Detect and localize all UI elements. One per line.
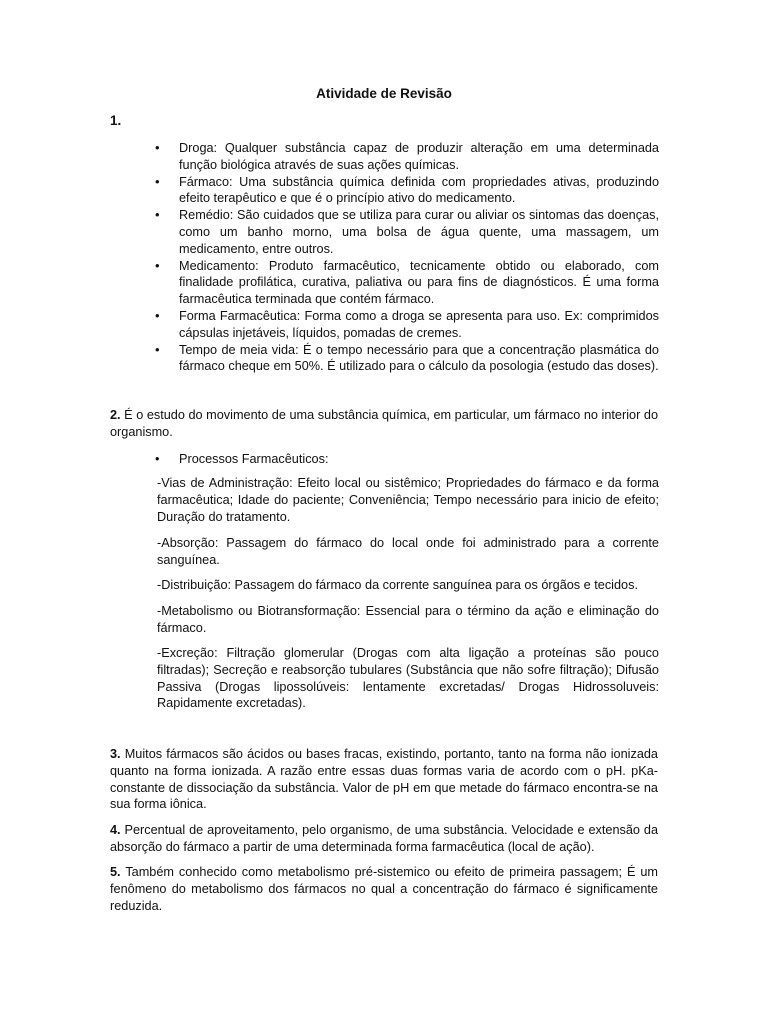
question-5-paragraph — [110, 864, 658, 914]
definition-farmaco: • Fármaco: Uma substância química definida com propriedades ativas, produzindo efeito terapêutico e que é o princípio ativo do medicamento. — [179, 174, 659, 208]
question-2-paragraph — [110, 407, 658, 441]
question-4-number: 4. — [110, 823, 121, 837]
question-1-number: 1. — [110, 113, 122, 128]
process-vias-administracao: -Vias de Administração: Efeito local ou sistêmico; Propriedades do fármaco e da forma farmacêutica; Idade do paciente; Conveniência; Tempo necessário para inicio de efeito; Duração do tratamento. — [157, 476, 659, 524]
question-4-text: Percentual de aproveitamento, pelo organismo, de uma substância. Velocidade e extensão da absorção do fármaco a partir de uma determinada forma farmacêutica (local de ação). — [110, 823, 658, 854]
process-excrecao: -Excreção: Filtração glomerular (Drogas com alta ligação a proteínas são pouco filtradas); Secreção e reabsorção tubulares (Substância que não sofre filtração); Difusão Passiva (Drogas lipossolúveis: lentamente excretadas/ Drogas Hidrossoluveis: Rapidamente excretadas). — [157, 646, 659, 711]
process-metabolismo: -Metabolismo ou Biotransformação: Essencial para o término da ação e eliminação do fármaco. — [157, 604, 659, 635]
question-1-definitions-list — [179, 140, 659, 375]
definition-forma-farmaceutica: • Forma Farmacêutica: Forma como a droga se apresenta para uso. Ex: comprimidos cápsulas injetáveis, líquidos, pomadas de cremes. — [179, 308, 659, 342]
process-absorcao: -Absorção: Passagem do fármaco do local onde foi administrado para a corrente sanguínea. — [157, 536, 659, 567]
definition-medicamento: • Medicamento: Produto farmacêutico, tecnicamente obtido ou elaborado, com finalidade profilática, curativa, paliativa ou para fins de diagnósticos. É uma forma farmacêutica terminada que contém fármaco. — [179, 258, 659, 308]
definition-droga: • Droga: Qualquer substância capaz de produzir alteração em uma determinada função biológica através de suas ações químicas. — [179, 140, 659, 174]
document-title: Atividade de Revisão — [316, 86, 452, 101]
question-3-text: Muitos fármacos são ácidos ou bases fracas, existindo, portanto, tanto na forma não ionizada quanto na forma ionizada. A razão entre essas duas formas varia de acordo com o pH. pKa-constante de dissociação da substância. Valor de pH em que metade do fármaco encontra-se na sua forma iônica. — [110, 747, 658, 812]
process-distribuicao: -Distribuição: Passagem do fármaco da corrente sanguínea para os órgãos e tecidos. — [157, 578, 638, 592]
definition-remedio: • Remédio: São cuidados que se utiliza para curar ou aliviar os sintomas das doenças, como um banho morno, uma bolsa de água quente, uma massagem, um medicamento, entre outros. — [179, 207, 659, 257]
question-3-paragraph — [110, 746, 658, 813]
definition-tempo-meia-vida: • Tempo de meia vida: É o tempo necessário para que a concentração plasmática do fármaco cheque em 50%. É utilizado para o cálculo da posologia (estudo das doses). — [179, 342, 659, 376]
question-3-number: 3. — [110, 747, 121, 761]
question-2-number: 2. — [110, 408, 121, 422]
question-5-number: 5. — [110, 865, 121, 879]
question-2-text: É o estudo do movimento de uma substância química, em particular, um fármaco no interior do organismo. — [110, 408, 658, 439]
question-5-text: Também conhecido como metabolismo pré-sistemico ou efeito de primeira passagem; É um fenômeno do metabolismo dos fármacos no qual a concentração do fármaco é significamente reduzida. — [110, 865, 658, 913]
processos-farmaceuticos-bullet: • Processos Farmacêuticos: — [179, 451, 328, 468]
question-4-paragraph — [110, 822, 658, 856]
